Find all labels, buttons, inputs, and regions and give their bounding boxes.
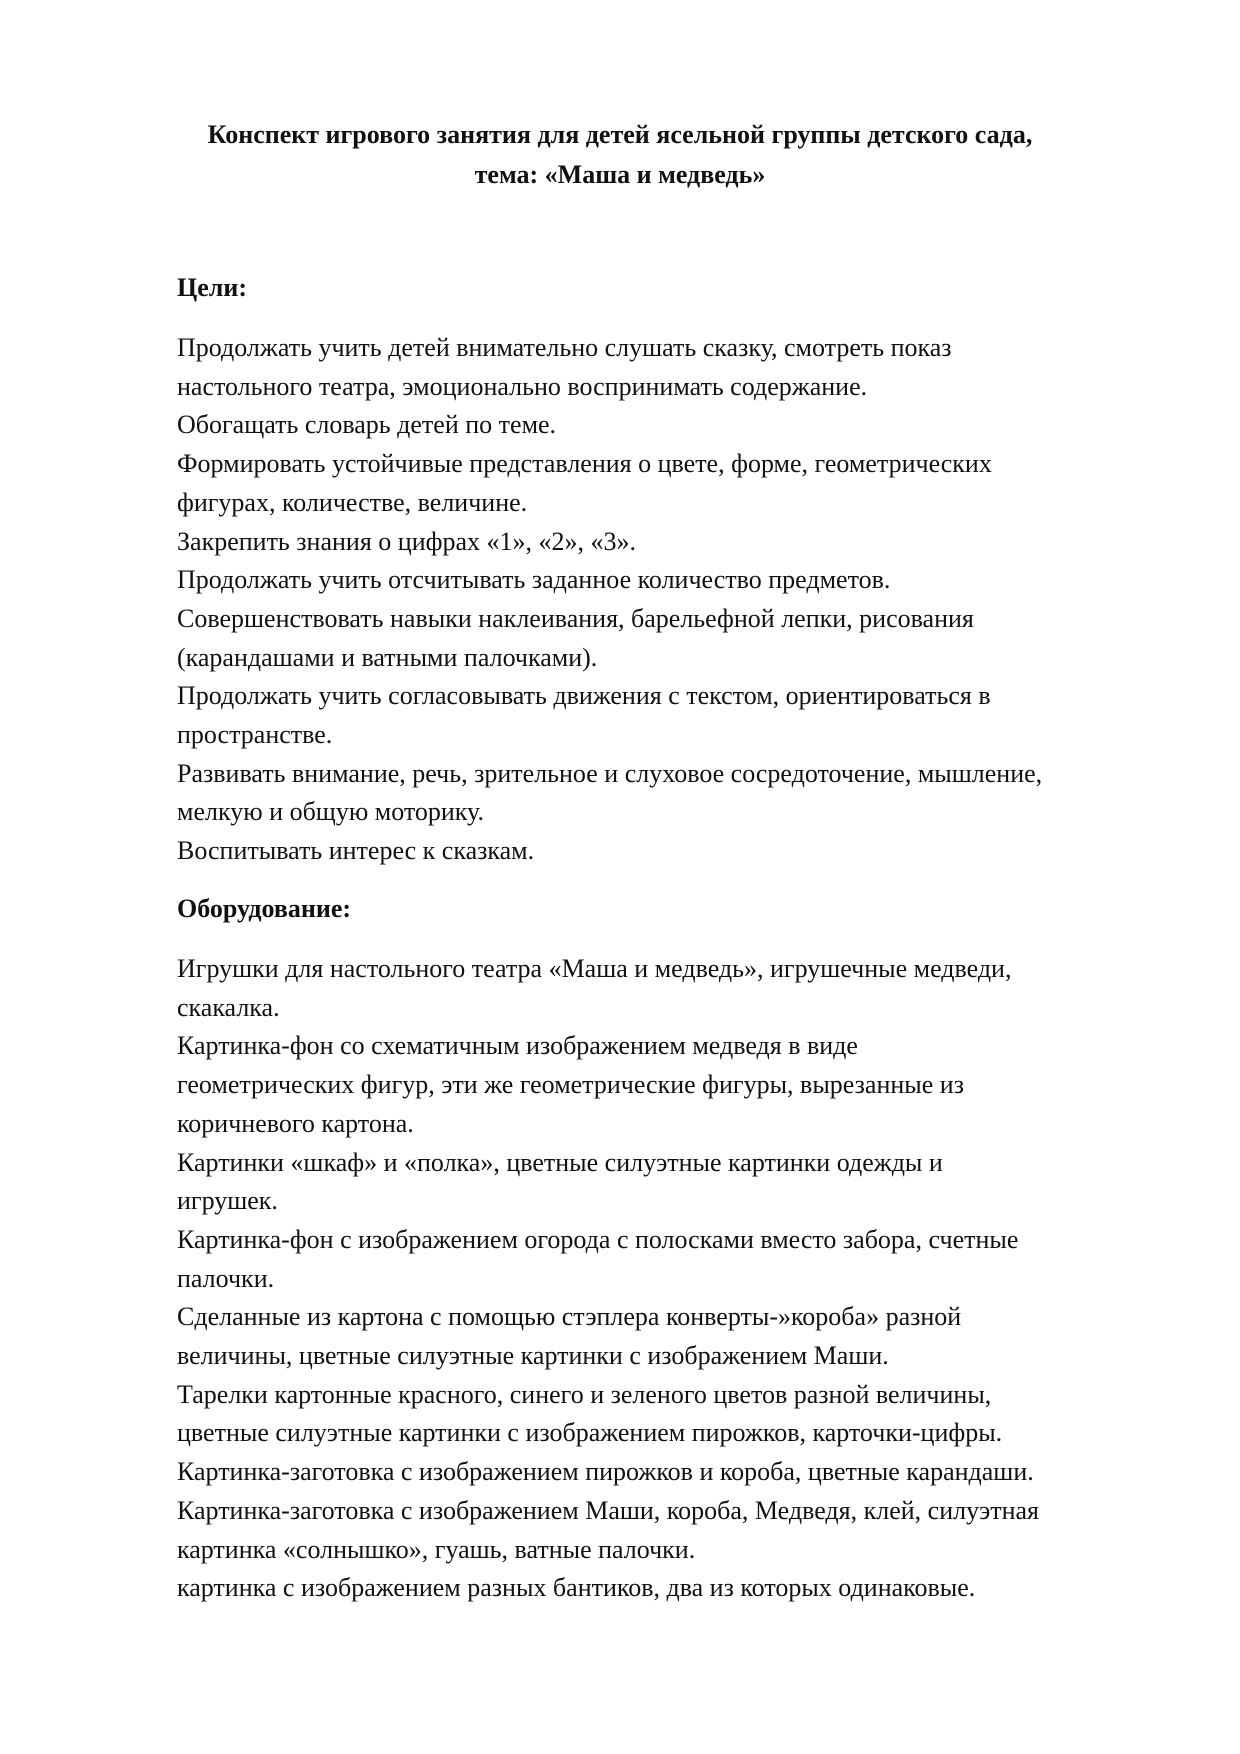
equipment-line: геометрических фигур, эти же геометрические фигуры, вырезанные из	[177, 1070, 964, 1100]
goals-line: Совершенствовать навыки наклеивания, барельефной лепки, рисования	[177, 603, 974, 633]
goals-line: мелкую и общую моторику.	[177, 797, 484, 827]
equipment-line: цветные силуэтные картинки с изображением пирожков, карточки-цифры.	[177, 1418, 1003, 1448]
title-line-2: тема: «Маша и медведь»	[474, 160, 766, 189]
equipment-line: величины, цветные силуэтные картинки с изображением Маши.	[177, 1341, 889, 1371]
equipment-line: Картинка-заготовка с изображением пирожков и короба, цветные карандаши.	[177, 1457, 1034, 1487]
goals-line: Продолжать учить отсчитывать заданное количество предметов.	[177, 565, 891, 595]
goals-line: настольного театра, эмоционально воспринимать содержание.	[177, 371, 868, 401]
equipment-line: Сделанные из картона с помощью стэплера конверты-»короба» разной	[177, 1302, 962, 1332]
goals-line: Формировать устойчивые представления о цвете, форме, геометрических	[177, 449, 992, 479]
equipment-section	[177, 950, 1177, 1608]
equipment-line: игрушек.	[177, 1186, 278, 1216]
goals-line: Воспитывать интерес к сказкам.	[177, 836, 535, 866]
goals-line: фигурах, количестве, величине.	[177, 487, 528, 517]
goals-section	[177, 329, 1177, 871]
goals-heading: Цели:	[177, 273, 247, 302]
goals-line: Продолжать учить детей внимательно слушать сказку, смотреть показ	[177, 333, 952, 362]
equipment-line: картинка с изображением разных бантиков, два из которых одинаковые.	[177, 1573, 976, 1603]
goals-line: пространстве.	[177, 720, 333, 750]
equipment-line: Картинка-фон со схематичным изображением медведя в виде	[177, 1031, 858, 1061]
equipment-line: скакалка.	[177, 992, 280, 1022]
equipment-line: палочки.	[177, 1263, 275, 1293]
equipment-line: Картинки «шкаф» и «полка», цветные силуэтные картинки одежды и	[177, 1147, 943, 1177]
goals-line: Продолжать учить согласовывать движения с текстом, ориентироваться в	[177, 681, 991, 711]
goals-line: Закрепить знания о цифрах «1», «2», «3».	[177, 526, 637, 556]
equipment-line: Тарелки картонные красного, синего и зеленого цветов разной величины,	[177, 1379, 992, 1409]
equipment-line: коричневого картона.	[177, 1108, 414, 1138]
document-title	[120, 115, 1120, 195]
title-line-1: Конспект игрового занятия для детей ясельной группы детского сада,	[207, 120, 1033, 149]
equipment-line: Игрушки для настольного театра «Маша и медведь», игрушечные медведи,	[177, 954, 1012, 983]
equipment-line: Картинка-заготовка с изображением Маши, короба, Медведя, клей, силуэтная	[177, 1495, 1040, 1525]
equipment-heading: Оборудование:	[177, 894, 352, 923]
equipment-line: картинка «солнышко», гуашь, ватные палочки.	[177, 1534, 696, 1564]
goals-line: (карандашами и ватными палочками).	[177, 642, 598, 672]
goals-line: Развивать внимание, речь, зрительное и слуховое сосредоточение, мышление,	[177, 758, 1043, 788]
equipment-line: Картинка-фон с изображением огорода с полосками вместо забора, счетные	[177, 1224, 1019, 1254]
goals-line: Обогащать словарь детей по теме.	[177, 410, 557, 440]
